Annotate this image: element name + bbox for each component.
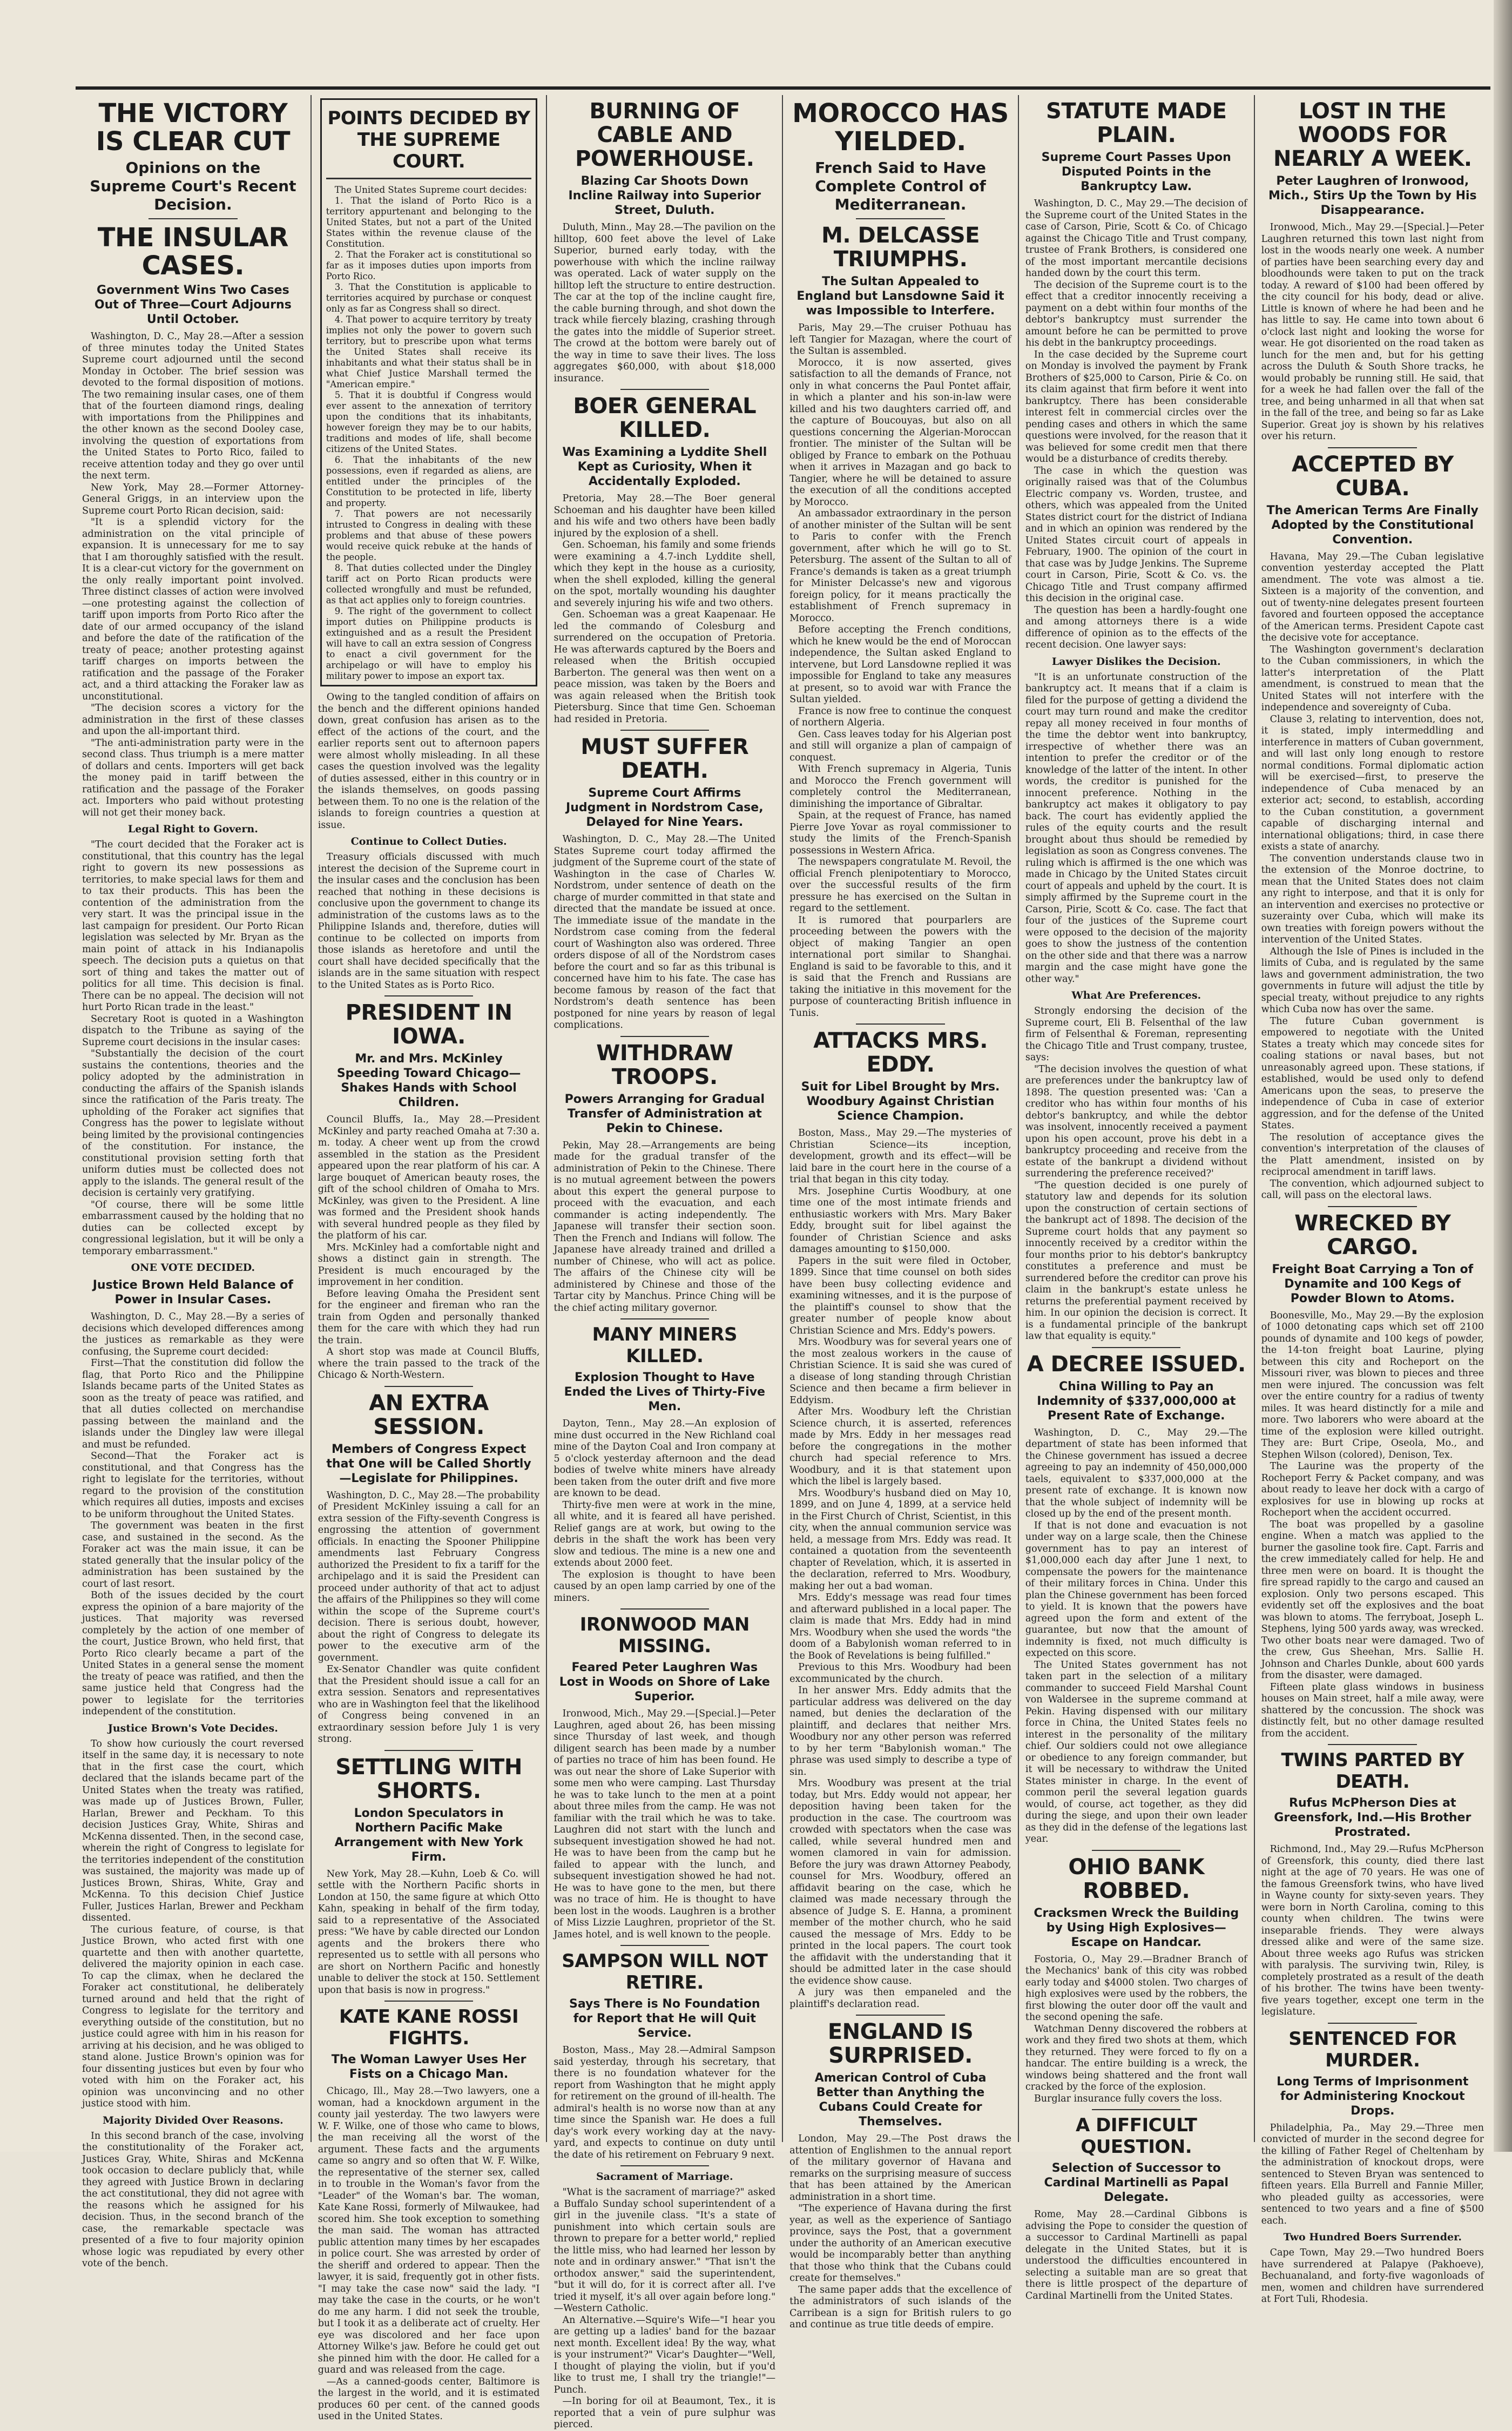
point: The United States Supreme court decides: [334, 185, 527, 195]
divider [1328, 2023, 1417, 2024]
sub: The American Terms Are Finally Adopted by the Constitutional Convention. [1266, 503, 1479, 547]
sub: Freight Boat Carrying a Ton of Dynamite and 100 Kegs of Powder Blown to Atoms. [1272, 1262, 1474, 1305]
para: Boston, Mass., May 29.—The mysteries of Christian Science—its inception, development, growth and its effect—will be laid bare in the court here in the course of a trial that began in this city today. [789, 1128, 1011, 1185]
para: Secretary Root is quoted in a Washington dispatch to the Tribune as saying of the Supreme court decisions in the insular cases: [82, 1013, 304, 1048]
divider [384, 1750, 473, 1751]
side-head: What Are Preferences. [1071, 989, 1202, 1001]
para: Spain, at the request of France, has named Pierre Jove Yovar as royal commissioner to study the limits of the French-Spanish possessions in Western Africa. [789, 810, 1011, 856]
divider [620, 1945, 709, 1946]
para: Treasury officials discussed with much interest the decision of the Supreme court in the insular cases and the conclusion has been reached that nothing in these decisions is conclusive upon the government to change its administration of the customs laws as to the Philippine Islands and, therefore, duties will continue to be collected on imports from those islands as heretofore and until the court shall have decided specifically that the islands are in the same situation with respect to the United States as is Porto Rico. [318, 852, 540, 991]
headline-eddy: ATTACKS MRS. EDDY. [813, 1028, 988, 1077]
para: Washington, D. C., May 29.—The department of state has been informed that the Chinese government has issued a decree agreeing to pay an indemnity of 450,000,000 taels, equivalent to $337,000,000 at the present rate of exchange. It is known now that the whole subject of indemnity will be closed up by the end of the present month. [1025, 1427, 1247, 1519]
sub: Peter Laughren of Ironwood, Mich., Stirs Up the Town by His Disappearance. [1268, 174, 1477, 217]
point: 9. The right of the government to collect import duties on Philippine products is extinguished and as a result the President will have to call an extra session of Congress to enact a civil government for the archipelago or will have to employ his military power to impose an export tax. [326, 606, 532, 681]
para: Before leaving Omaha the President sent for the engineer and fireman who ran the train from Ogden and personally thanked them for the care with which they had run the train. [318, 1288, 540, 1346]
para: Burglar insurance fully covers the loss. [1034, 2093, 1223, 2104]
para: The convention understands clause two in the extension of the Monroe doctrine, to mean that the United States does not claim any right to interpose, and that it is only for an intervention and exercises no protective or suzerainty over Cuba, which will make its own treaties with foreign powers without the intervention of the United States. [1261, 853, 1484, 945]
para: It is rumored that pourparlers are proceeding between the powers with the object of making Tangier an open international port similar to Shanghai. England is said to be favorable to this, and it is said that the French and Russians are taking the initiative in this movement for the purpose of counteracting British influence in Tunis. [789, 914, 1011, 1019]
para: Gen. Schoeman, his family and some friends were examining a 4.7-inch Lyddite shell, which they kept in the house as a curiosity, when the shell exploded, killing the general on the spot, mortally wounding his daughter and severely injuring his wife and two others. [554, 540, 776, 609]
para: Both of the issues decided by the court express the opinion of a bare majority of the justices. That majority was reversed completely by the action of one member of the court, Justice Brown, who held first, that Porto Rico clearly became a part of the United States in a general sense the moment the treaty of peace was ratified, and then the same justice held that Congress had the power to legislate for the territories independent of the constitution. [82, 1590, 304, 1717]
para: Washington, D. C., May 28.—The probability of President McKinley issuing a call for an extra session of the Fifty-seventh Congress is engrossing the attention of government officials. In enacting the Spooner Philippine amendments last February Congress authorized the President to fix a tariff for the archipelago and it is said the President can proceed under authority of that act to adjust the affairs of the Philippines so they will come within the scope of the Supreme court's decision. There is serious doubt, however, about the right of Congress to delegate its power to the executive arm of the government. [318, 1490, 540, 1664]
para: Although the Isle of Pines is included in the limits of Cuba, and is regulated by the same laws and government administration, the two governments in future will adjust the title by special treaty, without prejudice to any rights which Cuba now has over the same. [1261, 946, 1484, 1015]
sub: Cracksmen Wreck the Building by Using High Explosives—Escape on Handcar. [1034, 1906, 1239, 1949]
point: 5. That it is doubtful if Congress would ever assent to the annexation of territory upon the conditions that its inhabitants, however foreign they may be to our habits, traditions and modes of life, shall become citizens of the United States. [326, 390, 532, 454]
para: Morocco, it is now asserted, gives satisfaction to all the demands of France, not only in what concerns the Paul Pontet affair, in which a planter and his son-in-law were killed and his two daughters carried off, and the capture of Boucouyas, but also on all questions concerning the Algerian-Moroccan frontier. The minister of the Sultan will be obliged by France to embark on the Pothuau when it arrives in Mazagan and go back to Tangier, where he will be detained to assure the execution of all the conditions accepted by Morocco. [789, 357, 1011, 508]
side-head: Legal Right to Govern. [127, 823, 258, 835]
para: Mrs. Woodbury's husband died on May 10, 1899, and on June 4, 1899, at a service held in the First Church of Christ, Scientist, in this city, when the annual communion service was held, a message from Mrs. Eddy was read. It contained a quotation from the seventeenth chapter of Revelation, which, it is asserted in the declaration, referred to Mrs. Woodbury, making her out a bad woman. [789, 1487, 1011, 1592]
headline-withdraw: WITHDRAW TROOPS. [596, 1040, 733, 1089]
divider [148, 218, 237, 219]
para: The case in which the question was originally raised was that of the Columbus Electric company vs. Worden, trustee, and others, which was appealed from the United States district court for the district of Indiana and in which an opinion was rendered by the United States circuit court of appeals in February, 1900. The opinion of the court in that case was by Judge Jenkins. The Supreme court in Carson, Pirie, Scott & Co. vs. the Chicago Title and Trust company affirmed this decision in the original case. [1025, 465, 1247, 604]
para: "Of course, there will be some little embarrassment caused by the holding that no duties can be collected except by congressional legislation, but it will be only a temporary embarrassment." [82, 1199, 304, 1257]
point: 1. That the island of Porto Rico is a territory appurtenant and belonging to the United States, but not a part of the United States within the revenue clause of the Constitution. [326, 196, 532, 249]
divider [1092, 2109, 1180, 2110]
column-3 [547, 95, 783, 2430]
para: "The anti-administration party were in the second class. Thus triumph is a mere matter of dollars and cents. Importers will get back the money paid in tariff between the ratification and the passage of the Foraker act. Importers who paid without protesting will not get their money back. [82, 737, 304, 818]
para: A jury was then empaneled and the plaintiff's declaration read. [789, 1987, 1011, 2010]
divider [856, 2015, 944, 2016]
sub: Explosion Thought to Have Ended the Lives of Thirty-Five Men. [564, 1371, 765, 1413]
para: London, May 29.—The Post draws the attention of Englishmen to the annual report of the military governor of Havana and remarks on the surprising measure of success that has been attained by the American administration in a short time. [789, 2133, 1011, 2203]
sub: The Sultan Appealed to England but Lansdowne Said it was Impossible to Interfere. [796, 275, 1004, 318]
sub: Long Terms of Imprisonment for Administering Knockout Drops. [1277, 2075, 1469, 2118]
headline-sampson: SAMPSON WILL NOT RETIRE. [562, 1950, 768, 1994]
column-5 [1019, 95, 1255, 2301]
headline-victory: THE VICTORY IS CLEAR CUT [96, 98, 291, 157]
para: The future Cuban government is empowered to negotiate with the United States a treaty which may concede sites for coaling stations or naval bases, but not unreasonably agreed upon. These stations, if established, would be used only to defend Americans upon the seas, to preserve the independence of Cuba in case of exterior aggression, and for the defense of the United States. [1261, 1015, 1484, 1131]
sub: Says There is No Foundation for Report that He will Quit Service. [569, 1997, 760, 2040]
para: —As a canned-goods center, Baltimore is the largest in the world, and it is estimated produces 60 per cent. of the canned goods used in the United States. [318, 2376, 540, 2422]
para: An Alternative.—Squire's Wife—"I hear you are getting up a ladies' band for the bazaar next month. Excellent idea! By the way, what is your instrument?" Vicar's Daughter—"Well, I thought of playing the violin, but if you'd like to trust me, I shall try the triangle!"—Punch. [554, 2314, 776, 2395]
para: Ironwood, Mich., May 29.—[Special.]—Peter Laughren returned this town last night from lost in the woods nearly one week. A number of parties have been searching every day and bloodhounds were taken to put on the track today. A reward of $100 had been offered by the city council for his body, dead or alive. Little is known of where he had been and he has little to say. He came into town about 6 o'clock last night and looking the worse for wear. He got disoriented on the road taken as lunch for the men and, but for his getting across the Duluth & South Shore tracks, he would probably be running still. He said, that for a week he had fallen over the fall of the tree, and being unharmed in all that when sat in the fall of the tree, and being so far as Lake Superior. Great joy is shown by his relatives over his return. [1261, 222, 1484, 442]
para: New York, May 28.—Kuhn, Loeb & Co. will settle with the Northern Pacific shorts in London at 150, the same figure at which Otto Kahn, speaking in behalf of the firm today, said to a representative of the Associated press: "We have by cable directed our London agents and the brokers there who represented us to settle with all persons who are short on Northern Pacific and honestly unable to deliver the stock at 150. Settlement upon that basis is now in progress." [318, 1868, 540, 1996]
para: First—That the constitution did follow the flag, that Porto Rico and the Philippine Islands became parts of the United States as soon as the treaty of peace was ratified, and that all duties collected on merchandise passing between the mainland and the islands under the Dingley law were illegal and must be refunded. [82, 1358, 304, 1450]
para: Mrs. Josephine Curtis Woodbury, at one time one of the most intimate friends and enthusiastic workers with Mrs. Mary Baker Eddy, brought suit for libel against the founder of Christian Science and asks damages amounting to $150,000. [789, 1186, 1011, 1255]
para: Before accepting the French conditions, which he knew would be the end of Moroccan independence, the Sultan asked England to intervene, but Lord Lansdowne replied it was impossible for England to take any measures at present, so to avoid war with France the Sultan yielded. [789, 624, 1011, 705]
para: Rome, May 28.—Cardinal Gibbons is advising the Pope to consider the question of a successor to Cardinal Martinelli as papal delegate in the United States, but it is understood the difficulties encountered in selecting a suitable man are so great that there is little prospect of the departure of Cardinal Martinelli from the United States. [1025, 2209, 1247, 2301]
headline-points: POINTS DECIDED BY THE SUPREME COURT. [327, 107, 530, 172]
sub-opinions: Opinions on the Supreme Court's Recent Decision. [90, 159, 296, 213]
para: Council Bluffs, Ia., May 28.—President McKinley and party reached Omaha at 7:30 a. m. today. A cheer went up from the crowd assembled in the station as the President appeared upon the rear platform of his car. A large bouquet of American beauty roses, the gift of the school children of Omaha to Mrs. McKinley, was given to the President. A line was formed and the President shook hands with several hundred people as they filed by the platform of his car. [318, 1114, 540, 1241]
para: "The decision scores a victory for the administration in the first of these classes and upon the all-important third. [82, 703, 304, 737]
para: Mrs. Woodbury was present at the trial today, but Mrs. Eddy would not appear, her deposition having been taken for the production in the case. The courtroom was crowded with spectators when the case was called, while several hundred men and women clamored in vain for admission. Before the jury was drawn Attorney Peabody, counsel for Mrs. Woodbury, offered an affidavit bearing on the case, which he claimed was made necessary through the absence of Judge S. E. Hanna, a prominent member of the mother church, who he said caused the message of Mrs. Eddy to be printed in the local papers. The court took the affidavit with the understanding that it should be admitted later in the case should the evidence show cause. [789, 1778, 1011, 1986]
point: 8. That duties collected under the Dingley tariff act on Porto Rican products were collected wrongfully and must be refunded, as that act applies only to foreign countries. [326, 563, 532, 605]
para: "It is an unfortunate construction of the bankruptcy act. It means that if a claim is filed for the purpose of getting a dividend the court may turn round and make the creditor repay all money received in four months of the time the debtor went into bankruptcy, irrespective of whether there was an intention to prefer the creditor or of the knowledge of the latter of the intent. In other words, the creditor is punished for the innocent preference. Nothing in the bankruptcy act makes it obligatory to pay back. The court has evidently applied the rules of the equity courts and the result brought about thus should be remedied by legislation as soon as Congress convenes. The ruling which is affirmed is the one which was made in Chicago by the United States circuit court of appeals and upheld by the court. It is simply affirmed by the Supreme court in the Carson, Pirie, Scott & Co. case. The fact that four of the justices of the Supreme court were opposed to the decision of the majority goes to show the justness of the contention on the other side and that there was a narrow margin and the case might have gone the other way." [1025, 671, 1247, 985]
para: "What is the sacrament of marriage?" asked a Buffalo Sunday school superintendent of a girl in the juvenile class. "It's a state of punishment into which certain souls are thrown to prepare for a better world," replied the little miss, who had learned her lesson by note and in ordinary answer." "That isn't the orthodox answer," said the superintendent, "but it will do, for it is correct after all. I've tried it myself, it's all over again before long." —Western Catholic. [554, 2187, 776, 2314]
point: 3. That the Constitution is applicable to territories acquired by purchase or conquest only as far as Congress shall so direct. [326, 282, 532, 314]
headline-kate-kane: KATE KANE ROSSI FIGHTS. [339, 2006, 519, 2049]
para: "The question decided is one purely of statutory law and depends for its solution upon the construction of certain sections of the bankrupt act of 1898. The decision of the Supreme court holds that any payment so innocently received by a creditor within the four months prior to his debtor's bankruptcy constitutes a preference and must be surrendered before the creditor can prove his claim in the bankrupt's estate unless he returns the preferential payment received by him. In our opinion the decision is correct. It is a fundamental principle of the bankrupt law that equality is equity." [1025, 1180, 1247, 1342]
para: Papers in the suit were filed in October, 1899. Since that time counsel on both sides have been busy collecting evidence and examining witnesses, and it is the purpose of the plaintiff's counsel to show that the greater number of people know about Christian Science and Mrs. Eddy's powers. [789, 1255, 1011, 1336]
sub: China Willing to Pay an Indemnity of $337,000,000 at Present Rate of Exchange. [1037, 1379, 1236, 1423]
column-6 [1255, 95, 1490, 2305]
para: Philadelphia, Pa., May 29.—Three men convicted of murder in the second degree for the killing of Father Regel of Cheltenham by the administration of knockout drops, were sentenced to Steven Bryan was sentenced to fifteen years. Ella Burrell and Fannie Miller, who pleaded guilty as accessories, were sentenced to two years and a fine of $500 each. [1261, 2122, 1484, 2226]
para: If that is not done and evacuation is not under way on a large scale, then the Chinese government has to pay an interest of $1,000,000 each day after June 1 next, to compensate the powers for the maintenance of their military forces in China. Under this plan the Chinese government has been forced to yield. It is known that the powers have agreed upon the form and extent of the guarantee, but now that the amount of indemnity is fixed, not much difficulty is expected on this score. [1025, 1520, 1247, 1659]
divider [856, 1023, 944, 1025]
para: The same paper adds that the excellence of the administrators of such islands of the Carribean is a sign for British rulers to go and continue as true title deeds of empire. [789, 2284, 1011, 2330]
points-box [320, 98, 538, 686]
para: The curious feature, of course, is that Justice Brown, who acted first with one quartette and then with another quartette, delivered the majority opinion in each case. To cap the climax, when he declared the Foraker act constitutional, he deliberately turned around and held that the right of Congress to legislate for the territory and everything outside of the constitution, but no justice could agree with him in his reason for arriving at his decision, and he was obliged to stand alone. Justice Brown's opinion was for four dissenting justices but even by four who voted with him on the Foraker act, his opinion was unconvincing and no other justice stood with him. [82, 1924, 304, 2109]
side-head: Justice Brown's Vote Decides. [107, 1722, 278, 1734]
side-head: Sacrament of Marriage. [596, 2171, 733, 2183]
point: 4. That power to acquire territory by treaty implies not only the power to govern such territory, but to prescribe upon what terms the United States shall receive its inhabitants and what their status shall be in what Chief Justice Marshall termed the "American empire." [326, 314, 532, 389]
para: Washington, D. C., May 28.—By a series of decisions which developed differences among the justices as remarkable as they were confusing, the Supreme court decided: [82, 1311, 304, 1357]
para: After Mrs. Woodbury left the Christian Science church, it is asserted, references made by Mrs. Eddy in her messages read before the congregations in the mother church had special reference to Mrs. Woodbury, and it is that statement upon which the libel is largely based. [789, 1406, 1011, 1487]
para: Thirty-five men were at work in the mine, all white, and it is feared all have perished. Relief gangs are at work, but owing to the debris in the shaft the work has been very slow and tedious. The mine is a new one and extends about 2000 feet. [554, 1499, 776, 1568]
para: Washington, D. C., May 28.—The United States Supreme court today affirmed the judgment of the Supreme court of the state of Washington in the case of Charles W. Nordstrom, under sentence of death on the charge of murder committed in that state and directed that the mandate be issued at once. The immediate issue of the mandate in the Nordstrom case coming from the federal court of Washington also was ordered. Three orders dispose of all of the Nordstrom cases before the court and so far as this tribunal is concerned have him to his fate. The case has become famous by reason of the fact that Nordstrom's death sentence has been postponed for nine years by reason of legal complications. [554, 834, 776, 1031]
divider [1092, 1347, 1180, 1348]
para: Washington, D. C., May 29.—The decision of the Supreme court of the United States in the case of Carson, Pirie, Scott & Co. of Chicago against the Chicago Title and Trust company, trustee of Frank Brothers, is considered one of the most important mercantile decisions handed down by the court this term. [1025, 198, 1247, 279]
divider [620, 1608, 709, 1610]
para: Pekin, May 28.—Arrangements are being made for the gradual transfer of the administration of Pekin to the Chinese. There is no mutual agreement between the powers about this expert the general purpose to proceed with the evacuation, and each commander is acting independently. The Japanese will transfer their section soon. Then the French and Indians will follow. The Japanese have already trained and drilled a number of Chinese, who will act as police. The affairs of the Chinese city will be administered by Chinese and those of the Tartar city by Manchus. Prince Ching will be the chief acting military governor. [554, 1140, 776, 1314]
para: With French supremacy in Algeria, Tunis and Morocco the French government will completely control the Mediterranean, diminishing the importance of Gibraltar. [789, 764, 1011, 810]
para: Mrs. McKinley had a comfortable night and shows a distinct gain in strength. The President is much encouraged by the improvement in her condition. [318, 1242, 540, 1288]
para: The question has been a hardly-fought one and among attorneys there is a wide difference of opinion as to the effects of the recent decision. One lawyer says: [1025, 604, 1247, 650]
para: The convention, which adjourned subject to call, will pass on the electoral laws. [1261, 1178, 1484, 1201]
para: Boonesville, Mo., May 29.—By the explosion of 1000 detonating caps which set off 2100 pounds of dynamite and 100 kegs of powder, the 14-ton freight boat Laurine, plying between this city and Rocheport on the Missouri river, was blown to pieces and three men were injured. The concussion was felt over the entire country for a radius of twenty miles. It was heard distinctly for a mile and more. Two laborers who were aboard at the time of the explosion were killed outright. They are: Burt Cripe, Oseola, Mo., and Stephen Wilson (colored), Denison, Tex. [1261, 1310, 1484, 1460]
page-edge-shadow [1494, 0, 1512, 2152]
para: New York, May 28.—Former Attorney-General Griggs, in an interview upon the Supreme court Porto Rican decision, said: [82, 482, 304, 516]
para: The decision of the Supreme court is to the effect that a creditor innocently receiving a payment on a debt within four months of the debtor's bankruptcy must surrender the amount before he can be permitted to prove his debt in the bankruptcy proceedings. [1025, 279, 1247, 348]
divider [620, 1036, 709, 1037]
sub-government-wins: Government Wins Two Cases Out of Three—Court Adjourns Until October. [94, 284, 292, 326]
divider [384, 995, 473, 996]
masthead-rule [76, 86, 1490, 90]
para: An ambassador extraordinary in the person of another minister of the Sultan will be sent to Paris to confer with the French government, after which he will go to St. Petersburg. The assent of the Sultan to all of France's demands is taken as a great triumph for Minister Delcasse's new and vigorous foreign policy, for it means practically the establishment of French supremacy in Morocco. [789, 508, 1011, 624]
side-head: Lawyer Dislikes the Decision. [1051, 655, 1221, 668]
para: In the case decided by the Supreme court on Monday is involved the payment by Frank Brothers of $25,000 to Carson, Pirie & Co. on its claim against that firm before it went into bankruptcy. There has been considerable interest felt in commercial circles over the pending cases and others in which the same questions were involved, for the reason that it was believed for some credit men that there would be a disturbance of credits thereby. [1025, 349, 1247, 464]
para: Fifteen plate glass windows in business houses on Main street, half a mile away, were shattered by the concussion. The shock was distinctly felt, but no other damage resulted from the accident. [1261, 1681, 1484, 1739]
sub-justice-brown: Justice Brown Held Balance of Power in Insular Cases. [92, 1278, 293, 1307]
para: Mrs. Woodbury was for several years one of the most zealous workers in the cause of Christian Science. It is said she was cured of a disease of long standing through Christian Science and then became a firm believer in Eddyism. [789, 1337, 1011, 1406]
headline-shorts: SETTLING WITH SHORTS. [335, 1754, 522, 1803]
sub: Supreme Court Passes Upon Disputed Points in the Bankruptcy Law. [1041, 151, 1231, 193]
headline-twins: TWINS PARTED BY DEATH. [1281, 1749, 1464, 1793]
headline-extra-session: AN EXTRA SESSION. [369, 1390, 489, 1439]
para: "The court decided that the Foraker act is constitutional, that this country has the legal right to govern its new possessions as territories, to make special laws for them and to tax their products. This has been the contention of the administration from the very start. It was the principal issue in the last campaign for president. Our Porto Rican legislation was selected by Mr. Bryan as the main point of attack in his Indianapolis speech. The decision puts a quietus on that sort of thing and takes the matter out of politics for all time. This decision is final. There can be no appeal. The decision will not hurt Porto Rican trade in the least." [82, 839, 304, 1013]
headline-decree: A DECREE ISSUED. [1027, 1351, 1246, 1377]
divider [1328, 1744, 1417, 1745]
sub: Mr. and Mrs. McKinley Speeding Toward Chicago—Shakes Hands with School Children. [336, 1052, 521, 1109]
side-head: Two Hundred Boers Surrender. [1283, 2231, 1462, 2243]
sub: Members of Congress Expect that One will be Called Shortly—Legislate for Philippines. [326, 1442, 531, 1485]
para: Fostoria, O., May 29.—Bradner Branch of the Mechanics' bank of this city was robbed early today and $4000 stolen. Two charges of high explosives were used by the robbers, the first blowing the outer door off the vault and the second opening the safe. [1025, 1954, 1247, 2023]
headline-lost-woods: LOST IN THE WOODS FOR NEARLY A WEEK. [1273, 99, 1472, 171]
column-4 [783, 95, 1019, 2330]
sub: Was Examining a Lyddite Shell Kept as Curiosity, When it Accidentally Exploded. [562, 446, 767, 488]
headline-ohio-bank: OHIO BANK ROBBED. [1068, 1854, 1205, 1903]
para: Chicago, Ill., May 28.—Two lawyers, one a woman, had a knockdown argument in the county jail yesterday. The two lawyers were W. F. Wilke, one of those who came to blows, the man receiving all the worst of the argument. These facts and the arguments came so angry and so often that W. F. Wilke, the representative of the sterner sex, called in to trouble in the Woman's favor from the "Leader" of the Woman's bar. The woman, Kate Kane Rossi, formerly of Milwaukee, had scored him. She took exception to something the man said. The woman has attracted public attention many times by her escapades in police court. She was arrested by order of the sheriff and ordered to appear. Then the lawyer, it is said, frequently got in other fists. "I may take the case now" said the lady. "I may take the case in the courts, or he won't do me any harm. I did not seek the trouble, but I took it as a deliberate act of cruelty. Her eye was discolored and her face upon Attorney Wilke's jaw. Before he could get out she pinned him with the door. He called for a guard and was released from the cage. [318, 2086, 540, 2375]
headline-cable: BURNING OF CABLE AND POWERHOUSE. [575, 99, 754, 171]
para: "The decision involves the question of what are preferences under the bankruptcy law of 1898. The question presented was: 'Can a creditor who has within four months of his debtor's bankruptcy, and while the debtor was insolvent, innocently received a payment upon his open account, prove his debt in a bankruptcy proceeding and receive from the estate of the bankrupt a dividend without surrendering the preference received?' [1025, 1063, 1247, 1179]
sub: French Said to Have Complete Control of Mediterranean. [815, 159, 986, 213]
para: Watchman Denny discovered the robbers at work and they fired two shots at them, which they returned. They were forced to fly on a handcar. The entire building is a wreck, the windows being shattered and the front wall cracked by the force of the explosion. [1025, 2023, 1247, 2092]
headline-england: ENGLAND IS SURPRISED. [827, 2019, 974, 2068]
para: Dayton, Tenn., May 28.—An explosion of mine dust occurred in the New Richland coal mine of the Dayton Coal and Iron company at 5 o'clock yesterday afternoon and the dead bodies of twelve white miners have already been taken from the outer drift and five more are known to be dead. [554, 1418, 776, 1499]
divider [1328, 447, 1417, 448]
para: Havana, May 29.—The Cuban legislative convention yesterday accepted the Platt amendment. The vote was almost a tie. Sixteen is a majority of the convention, and out of twenty-nine delegates present fourteen favored and fourteen opposed the acceptance of the American terms. President Capote cast the decisive vote for acceptance. [1261, 551, 1484, 643]
para: Mrs. Eddy's message was read four times and afterward published in a local paper. The claim is made that Mrs. Eddy had in mind Mrs. Woodbury when she used the words "the doom of a Babylonish woman referred to in the Book of Revelations is being fulfilled." [789, 1592, 1011, 1661]
divider [620, 730, 709, 731]
sub: Selection of Successor to Cardinal Martinelli as Papal Delegate. [1044, 2161, 1228, 2204]
headline-statute: STATUTE MADE PLAIN. [1046, 99, 1227, 147]
para: Boston, Mass., May 28.—Admiral Sampson said yesterday, through his secretary, that there is no foundation whatever for the report from Washington that he might apply for retirement on the ground of ill-health. The admiral's health is no worse now than at any time since the Spanish war. He does a full day's work every working day at the navy-yard, and expects to continue on duty until the date of his retirement on February 9 next. [554, 2045, 776, 2160]
para: The government was beaten in the first case, and sustained in the second. As the Foraker act was the main issue, it can be stated generally that the insular policy of the administration has been sustained by the court of last resort. [82, 1520, 304, 1590]
sub: Powers Arranging for Gradual Transfer of Administration at Pekin to Chinese. [564, 1092, 765, 1135]
para: In her answer Mrs. Eddy admits that the particular address was delivered on the day named, but denies the declaration of the plaintiff, and declares that neither Mrs. Woodbury nor any other person was referred to by her term "Babylonish woman." The phrase was used simply to describe a type of sin. [789, 1685, 1011, 1777]
para: —In boring for oil at Beaumont, Tex., it is reported that a vein of pure sulphur was pierced. [554, 2396, 776, 2430]
point: 6. That the inhabitants of the new possessions, even if regarded as aliens, are entitled under the principles of the Constitution to be protected in life, liberty and property. [326, 455, 532, 508]
para: The United States government has not taken part in the selection of a military commander to succeed Field Marshal Count von Waldersee in the supreme command at Pekin. Having dispensed with our military force in China, the United States feels no interest in the personality of the military chief. Our soldiers could not owe allegiance or obedience to any foreign commander, but it will be necessary to withdraw the United States minister in charge. In the event of common peril the several legation guards would, of course, act together, as they did during the siege, and upon their own leader as they did in the defense of the legations last year. [1025, 1659, 1247, 1844]
headline-morocco: MOROCCO HAS YIELDED. [792, 98, 1009, 157]
para: Washington, D. C., May 28.—After a session of three minutes today the United States Supreme court adjourned until the second Monday in October. The brief session was devoted to the formal disposition of motions. The two remaining insular cases, one of them that of the fourteen diamond rings, dealing with importations from the Philippines and the other known as the second Dooley case, involving the question of exportations from the United States to Porto Rico, failed to receive attention today and they go over until the next term. [82, 331, 304, 481]
para: The resolution of acceptance gives the convention's interpretation of the clauses of the Platt amendment, insisted on by reciprocal amendment in tariff laws. [1261, 1132, 1484, 1177]
para: "Substantially the decision of the court sustains the contentions, theories and the policy adopted by the administration in conducting the affairs of the Spanish islands since the ratification of the Paris treaty. The upholding of the Foraker act signifies that Congress has the power to legislate without being limited by the provisional contingencies of the constitution. For instance, the constitutional provision setting forth that uniform duties must be collected does not apply to the islands. The general result of the decision is certainly very gratifying. [82, 1048, 304, 1198]
point: 2. That the Foraker act is constitutional so far as it imposes duties upon imports from Porto Rico. [326, 250, 532, 281]
para: Strongly endorsing the decision of the Supreme court, Eli B. Felsenthal of the law firm of Felsenthal & Foreman, representing the Chicago Title and Trust company, trustee, says: [1025, 1006, 1247, 1063]
sub: Blazing Car Shoots Down Incline Railway into Superior Street, Duluth. [568, 174, 761, 217]
para: To show how curiously the court reversed itself in the same day, it is necessary to note that in the first case the court, which declared that the islands became part of the United States when the treaty was ratified, was made up of Justices Brown, Fuller, Harlan, Brewer and Peckham. To this decision Justices Gray, White, Shiras and McKenna dissented. Then, in the second case, wherein the right of Congress to legislate for the territories independent of the constitution was sustained, the majority was made up of Justices Brown, Shiras, White, Gray and McKenna. To this decision Chief Justice Fuller, Justices Harlan, Brewer and Peckham dissented. [82, 1738, 304, 1923]
sub: The Woman Lawyer Uses Her Fists on a Chicago Man. [331, 2053, 526, 2081]
para: Richmond, Ind., May 29.—Rufus McPherson of Greensfork, this county, died there last night at the age of 70 years. He was one of the famous Greensfork twins, who have lived in Wayne county for sixty-seven years. They were born in North Carolina, coming to this county when children. The twins were inseparable friends. They were always dressed alike and were of the same size. About three weeks ago Rufus was stricken with paralysis. The surviving twin, Riley, is completely prostrated as a result of the death of his brother. The twins have been twenty-five years together, except one term in the legislature. [1261, 1844, 1484, 2017]
para: The Washington government's declaration to the Cuban commissioners, in which the latter's interpretation of the Platt amendment, is construed to mean that the United States will not interfere with the independence and sovereignty of Cuba. [1261, 644, 1484, 713]
para: Clause 3, relating to intervention, does not, it is stated, imply intermeddling and interference in matters of Cuban government, and will last only long enough to restore normal conditions. Formal diplomatic action will be exercised—first, to preserve the independence of Cuba menaced by an exterior act; second, to establish, according to the Cuban constitution, a government capable of discharging internal and international obligations; third, in case there exists a state of anarchy. [1261, 713, 1484, 852]
para: "The experience of Havana during the first year, as well as the experience of Santiago province, says the Post, that a government under the authority of an American executive would be incomparably better than anything that those who think that the Cubans could create for themselves." [789, 2203, 1011, 2284]
para: The newspapers congratulate M. Revoil, the official French plenipotentiary to Morocco, over the successful results of the firm pressure he has exercised on the Sultan in regard to the settlement. [789, 857, 1011, 914]
columns [76, 95, 1490, 2430]
headline-miners: MANY MINERS KILLED. [592, 1324, 737, 1367]
headline-ironwood: IRONWOOD MAN MISSING. [579, 1614, 750, 1657]
para: A short stop was made at Council Bluffs, where the train passed to the track of the Chicago & North-Western. [318, 1346, 540, 1381]
point: 7. That powers are not necessarily intrusted to Congress in dealing with these problems and that abuse of these powers would receive quick rebuke at the hands of the people. [326, 509, 532, 562]
headline-must-suffer: MUST SUFFER DEATH. [580, 735, 749, 783]
para: The Laurine was the property of the Rocheport Ferry & Packet company, and was about ready to leave her dock with a cargo of explosives for use in blowing up rocks at Rocheport when the accident occurred. [1261, 1461, 1484, 1518]
divider [620, 1318, 709, 1319]
column-2 [312, 95, 548, 2422]
headline-accepted-cuba: ACCEPTED BY CUBA. [1291, 452, 1454, 501]
divider [856, 218, 944, 219]
para: Pretoria, May 28.—The Boer general Schoeman and his daughter have been killed and his wife and two others have been badly injured by the explosion of a shell. [554, 493, 776, 539]
divider [620, 389, 709, 390]
para: Ironwood, Mich., May 29.—[Special.]—Peter Laughren, aged about 26, has been missing since Thursday of last week, and though diligent search has been made by a number of parties no trace of him has been found. He was out near the shore of Lake Superior with some men who were camping. Last Thursday he was to take lunch to the men at a point about three miles from the camp. He was not familiar with the trail which he was to take. Laughren did not start with the lunch and subsequent investigation showed he had not. He was to have been from the camp but he failed to appear with the lunch, and subsequent investigation showed he had not. He was to have gone to the men, but there was no trace of him. He is thought to have been lost in the woods. Laughren is a brother of Miss Lizzie Laughren, proprietor of the St. James hotel, and is well known to the people. [554, 1708, 776, 1940]
para: The boat was propelled by a gasoline engine. When a match was applied to the burner the gasoline took fire. Capt. Farris and the crew immediately called for help. He and three men were on board. It is thought the fire spread rapidly to the cargo and caused an explosion. Only two persons escaped. This evidently set off the explosives and the boat was blown to atoms. The ferryboat, Joseph L. Stephens, lying 500 yards away, was wrecked. Two other boats near were damaged. Two of the crew, Gus Sheehan, Mrs. Sallie H. Johnson and Charles Dunkle, about 600 yards from the disaster, were damaged. [1261, 1519, 1484, 1681]
headline-difficult-question: A DIFFICULT QUESTION. [1076, 2115, 1197, 2158]
side-head: ONE VOTE DECIDED. [131, 1262, 255, 1274]
para: Gen. Cass leaves today for his Algerian post and still will organize a plan of campaign of conquest. [789, 729, 1011, 763]
headline-president: PRESIDENT IN IOWA. [345, 1000, 512, 1049]
para: Paris, May 29.—The cruiser Pothuau has left Tangier for Mazagan, where the court of the Sultan is assembled. [789, 322, 1011, 356]
para: Cape Town, May 29.—Two hundred Boers have surrendered at Palapye (Pakhoeve), Bechuanaland, and forty-five wagonloads of men, women and children have surrendered at Fort Tuli, Rhodesia. [1261, 2247, 1484, 2305]
sub: Suit for Libel Brought by Mrs. Woodbury Against Christian Science Champion. [801, 1080, 1000, 1123]
sub: Supreme Court Affirms Judgment in Nordstrom Case, Delayed for Nine Years. [566, 786, 764, 829]
para: Duluth, Minn., May 28.—The pavilion on the hilltop, 600 feet above the level of Lake Superior, burned early today, with the powerhouse with which the incline railway was operated. Lack of water supply on the hilltop left the structure to entire destruction. The car at the top of the incline caught fire, the cable burning through, and shot down the track while fiercely blazing, crashing through the gates into the middle of Superior street. The crowd at the bottom were barely out of the way in time to save their lives. The loss aggregates $60,000, with about $18,000 insurance. [554, 222, 776, 384]
headline-delcasse: M. DELCASSE TRIUMPHS. [821, 223, 980, 272]
para: In this second branch of the case, involving the constitutionality of the Foraker act, Justices Gray, White, Shiras and McKenna took occasion to declare publicly that, while they agreed with Justice Brown in declaring the act constitutional, they did not agree with the reasons which he assigned for his decision. Thus, in the second branch of the case, the remarkable spectacle was presented of a five to four majority opinion whose logic was repudiated by every other vote of the bench. [82, 2130, 304, 2269]
headline-insular: THE INSULAR CASES. [97, 223, 288, 281]
divider [384, 2001, 473, 2002]
para: Previous to this Mrs. Woodbury had been excommunicated by the church. [789, 1662, 1011, 1685]
para: Ex-Senator Chandler was quite confident that the President should issue a call for an extra session. Senators and representatives who are in Washington feel that the likelihood of Congress being convened in an extraordinary session before July 1 is very strong. [318, 1664, 540, 1745]
para: France is now free to continue the conquest of northern Algeria. [789, 705, 1011, 728]
sub: Rufus McPherson Dies at Greensfork, Ind.—His Brother Prostrated. [1274, 1796, 1472, 1839]
column-1 [76, 95, 312, 2269]
para: "It is a splendid victory for the administration on the vital principle of expansion. It is unnecessary for me to say that I am thoroughly satisfied with the result. It is a clear-cut victory for the government on the only really important point involved. Three distinct classes of action were involved—one protesting against the collection of tariff upon imports from Porto Rico after the date of our armed occupancy of the island and before the date of the ratification of the treaty of peace; another protesting against tariff charges on imports between the ratification and the passage of the Foraker act, and a third attacking the Foraker law as unconstitutional. [82, 517, 304, 702]
para: Second—That the Foraker act is constitutional, and that Congress has the right to legislate for the territories, without regard to the provision of the constitution which requires all duties, imposts and excises to be uniform throughout the United States. [82, 1451, 304, 1520]
headline-wrecked: WRECKED BY CARGO. [1294, 1210, 1451, 1260]
divider [620, 2165, 709, 2166]
sub: Feared Peter Laughren Was Lost in Woods on Shore of Lake Superior. [559, 1661, 770, 1703]
para: Gen. Schoeman was a great Kaapenaar. He led the commando of Colesburg and surrendered on the occupation of Pretoria. He was afterwards captured by the Boers and released when the British occupied Barberton. The general was then went on a peace mission, was taken by the Boers and was again released when the British took Pietersburg. Since that time Gen. Schoeman had resided in Pretoria. [554, 609, 776, 725]
headline-sentenced: SENTENCED FOR MURDER. [1288, 2028, 1457, 2071]
divider [326, 178, 532, 179]
headline-boer: BOER GENERAL KILLED. [573, 394, 757, 442]
divider [1328, 1206, 1417, 1207]
side-head: Continue to Collect Duties. [350, 836, 507, 847]
divider [1092, 1850, 1180, 1851]
sub: American Control of Cuba Better than Anything the Cubans Could Create for Themselves. [814, 2071, 987, 2129]
side-head: Majority Divided Over Reasons. [102, 2114, 284, 2126]
para: The explosion is thought to have been caused by an open lamp carried by one of the miners. [554, 1569, 776, 1604]
divider [384, 1386, 473, 1387]
sub: London Speculators in Northern Pacific Make Arrangement with New York Firm. [334, 1806, 523, 1864]
para: Owing to the tangled condition of affairs on the bench and the different opinions handed down, great confusion has arisen as to the effect of the actions of the court, and the earlier reports sent out to afternoon papers were almost wholly misleading. In all these cases the question involved was the legality of duties assessed, either in this country or in the islands themselves, on goods passing between them. To no one is the relation of the islands to foreign countries a question at issue. [318, 692, 540, 831]
